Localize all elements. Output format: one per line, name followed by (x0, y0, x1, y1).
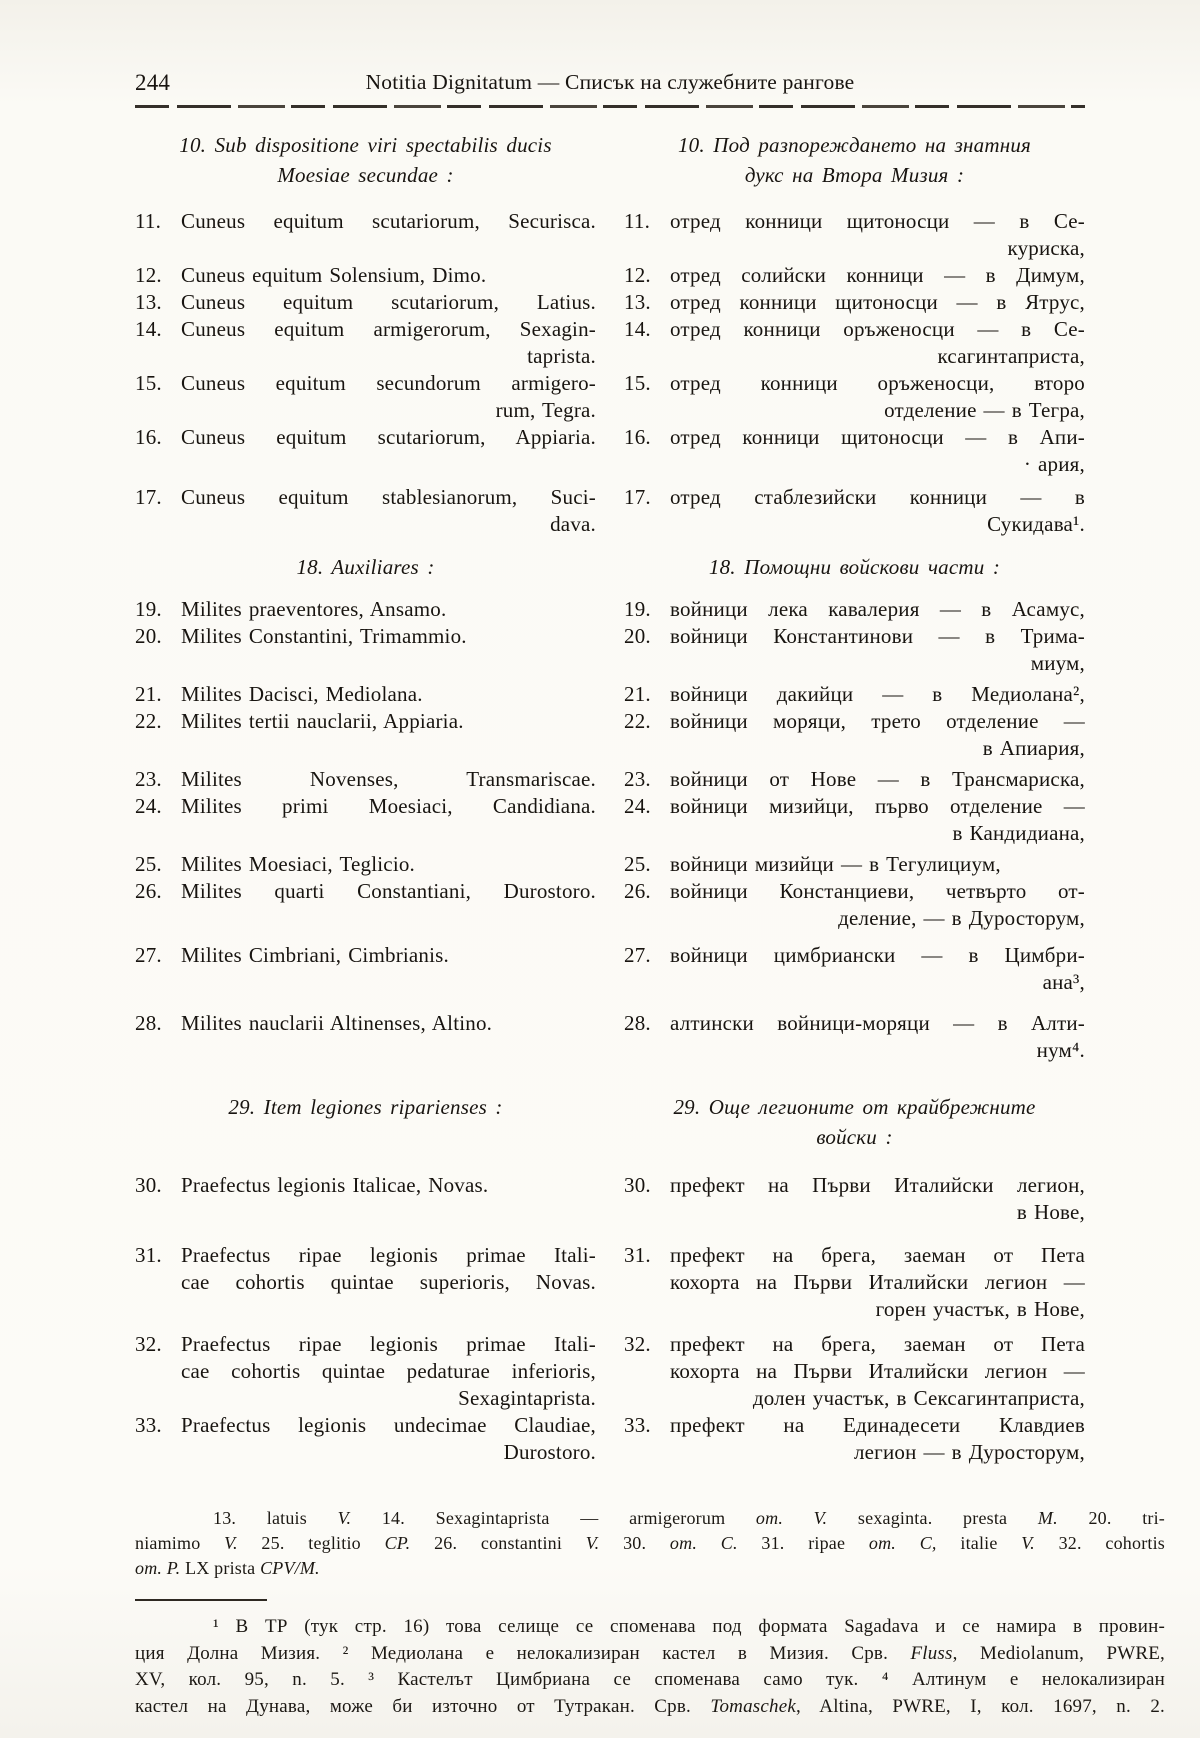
item-row (135, 1331, 1085, 1412)
item-number: 11. (624, 209, 651, 233)
footnote-separator-rule (135, 1599, 267, 1601)
text-line: Praefectus ripae legionis primae Itali- (181, 1243, 596, 1267)
text-line: Cuneus equitum secundorum armigero- (181, 371, 596, 395)
item-number: 20. (135, 624, 162, 648)
text-line: Milites nauclarii Altinenses, Altino. (181, 1011, 493, 1035)
latin-column-cell (135, 851, 596, 878)
item-number: 30. (135, 1173, 162, 1197)
text-segment: 25. teglitio (237, 1533, 385, 1553)
text-segment: 30. (599, 1533, 670, 1553)
item-row (135, 596, 1085, 623)
item-number: 28. (135, 1011, 162, 1035)
latin-column-cell (135, 316, 596, 370)
text-segment: Tomaschek (710, 1695, 796, 1717)
item-number: 21. (135, 682, 162, 706)
text-line: в Нове, (1016, 1200, 1085, 1224)
latin-column-cell (135, 370, 596, 424)
item-number: 21. (624, 682, 651, 706)
item-number: 17. (135, 485, 162, 509)
text-line: Milites primi Moesiaci, Candidiana. (181, 794, 596, 818)
latin-column-cell (135, 1331, 596, 1412)
text-line: Durostoro. (503, 1440, 596, 1464)
text-segment: CP. (384, 1533, 411, 1553)
item-number: 19. (135, 597, 162, 621)
text-line: войски : (816, 1125, 893, 1149)
text-line: ана³, (1042, 970, 1085, 994)
header-rule (135, 105, 1085, 108)
item-number: 24. (135, 794, 162, 818)
item-number: 30. (624, 1173, 651, 1197)
latin-column-cell (135, 793, 596, 847)
item-row (135, 851, 1085, 878)
text-segment: V. (1021, 1533, 1035, 1553)
item-number: 32. (624, 1332, 651, 1356)
text-line: ксагинтаприста, (937, 344, 1085, 368)
bulgarian-column-cell (624, 878, 1085, 932)
item-number: 26. (135, 879, 162, 903)
text-segment: Fluss (910, 1642, 953, 1664)
item-number: 14. (624, 317, 651, 341)
text-line: войници мизийци, първо отделение — (670, 794, 1085, 818)
text-segment: , Mediolanum, PWRE, (952, 1642, 1165, 1664)
text-segment: sexaginta. presta (827, 1508, 1038, 1528)
text-line: Cuneus equitum armigerorum, Sexagin- (181, 317, 596, 341)
text-line: Praefectus ripae legionis primae Itali- (181, 1332, 596, 1356)
item-number: 26. (624, 879, 651, 903)
text-segment: XV, кол. 95, n. 5. ³ Кастелът Цимбриана се споменава само тук. ⁴ Алтинум е нелокализиран (135, 1669, 1165, 1690)
item-row (135, 316, 1085, 370)
text-line: войници Константинови — в Трима- (670, 624, 1085, 648)
item-number: 31. (135, 1243, 162, 1267)
latin-column-cell (135, 766, 596, 793)
text-line: префект на Единадесети Клавдиев (670, 1413, 1085, 1437)
text-segment: LX prista (180, 1558, 261, 1578)
text-line: в Апиария, (982, 736, 1085, 760)
bulgarian-column-cell (624, 766, 1085, 793)
text-segment: om. C. (669, 1533, 738, 1553)
item-number: 27. (135, 943, 162, 967)
text-line: отред конници щитоносци — в Ятрус, (670, 290, 1085, 314)
text-segment: om. P. (135, 1558, 181, 1578)
text-line: 29. Item legiones riparienses : (228, 1095, 503, 1119)
item-number: 15. (624, 371, 651, 395)
text-line: Milites Dacisci, Mediolana. (181, 682, 423, 706)
text-line: 29. Още легионите от крайбрежните (673, 1095, 1036, 1119)
item-number: 24. (624, 794, 651, 818)
item-row (135, 766, 1085, 793)
critical-apparatus (135, 1506, 1165, 1581)
bulgarian-column-cell (624, 1010, 1085, 1064)
text-segment: , Altina, PWRE, I, кол. 1697, n. 2. (795, 1695, 1165, 1717)
text-segment: 20. tri- (1057, 1508, 1166, 1528)
text-line: отред конници щитоносци — в Се- (670, 209, 1085, 233)
latin-column-cell (135, 130, 596, 190)
text-line: Cuneus equitum scutariorum, Latius. (181, 290, 596, 314)
item-row (135, 484, 1085, 538)
text-line: dava. (550, 512, 596, 536)
item-number: 12. (135, 263, 162, 287)
item-row (135, 793, 1085, 847)
text-line: войници Констанциеви, четвърто от- (670, 879, 1085, 903)
text-segment: italie (936, 1533, 1022, 1553)
item-number: 16. (624, 425, 651, 449)
latin-column-cell (135, 942, 596, 996)
text-line: 10. Sub dispositione viri spectabilis ducis (179, 133, 552, 157)
item-row (135, 1412, 1085, 1466)
item-row (135, 708, 1085, 762)
item-number: 19. (624, 597, 651, 621)
latin-column-cell (135, 484, 596, 538)
text-line: Cuneus equitum scutariorum, Securisca. (181, 209, 596, 233)
item-number: 25. (624, 852, 651, 876)
bulgarian-column-cell (624, 316, 1085, 370)
text-line: кохорта на Първи Италийски легион — (670, 1270, 1085, 1294)
latin-column-cell (135, 1412, 596, 1466)
bulgarian-column-cell (624, 552, 1085, 582)
text-line: Milites quarti Constantiani, Durostoro. (181, 879, 596, 903)
text-line: горен участък, в Нове, (875, 1297, 1085, 1321)
text-line: в Кандидиана, (952, 821, 1085, 845)
item-number: 17. (624, 485, 651, 509)
text-line: Sexagintaprista. (458, 1386, 596, 1410)
text-line: префект на брега, заеман от Пета (670, 1243, 1085, 1267)
text-segment: 13. latuis (213, 1508, 338, 1528)
text-line: куриска, (1007, 236, 1085, 260)
text-segment: niamimo (135, 1533, 225, 1553)
latin-column-cell (135, 878, 596, 932)
footnote-line (135, 1667, 1165, 1694)
bulgarian-column-cell (624, 1242, 1085, 1323)
text-segment: M. (1037, 1508, 1058, 1528)
text-line: Milites praeventores, Ansamo. (181, 597, 447, 621)
item-row (135, 878, 1085, 932)
text-line: миум, (1030, 651, 1085, 675)
bulgarian-column-cell (624, 623, 1085, 677)
text-segment: om. V. (755, 1508, 828, 1528)
footnotes-block (135, 1614, 1165, 1720)
text-segment: ция Долна Мизия. ² Медиолана е нелокализиран кастел в Мизия. Срв. (135, 1642, 911, 1664)
text-segment: om. C, (868, 1533, 937, 1553)
bulgarian-column-cell (624, 289, 1085, 316)
text-line: taprista. (527, 344, 596, 368)
bulgarian-column-cell (624, 1331, 1085, 1412)
text-line: кохорта на Първи Италийски легион — (670, 1359, 1085, 1383)
item-number: 32. (135, 1332, 162, 1356)
item-number: 20. (624, 624, 651, 648)
text-segment: CPV/M. (260, 1558, 320, 1578)
text-line: cae cohortis quintae pedaturae inferioris, (181, 1359, 596, 1383)
latin-column-cell (135, 681, 596, 708)
footnote-line (135, 1694, 1165, 1721)
item-row (135, 942, 1085, 996)
text-line: отред стаблезийски конници — в (670, 485, 1085, 509)
bulgarian-column-cell (624, 1092, 1085, 1152)
text-line: 18. Auxiliares : (296, 555, 435, 579)
text-line: Cuneus equitum stablesianorum, Suci- (181, 485, 596, 509)
item-row (135, 289, 1085, 316)
text-line: долен участък, в Сексагинтаприста, (752, 1386, 1085, 1410)
item-row (135, 623, 1085, 677)
bulgarian-column-cell (624, 130, 1085, 190)
text-line: деление, — в Дуросторум, (838, 906, 1085, 930)
text-line: префект на Първи Италийски легион, (670, 1173, 1085, 1197)
item-number: 31. (624, 1243, 651, 1267)
text-segment: V. (585, 1533, 600, 1553)
heading-row (135, 1092, 1085, 1152)
text-line: Praefectus legionis Italicae, Novas. (181, 1173, 489, 1197)
text-line: отред конници оръженосци, второ (670, 371, 1085, 395)
latin-column-cell (135, 1010, 596, 1064)
text-line: Milites Novenses, Transmariscae. (181, 767, 596, 791)
heading-row (135, 552, 1085, 582)
latin-column-cell (135, 552, 596, 582)
footnote-line (135, 1641, 1165, 1668)
latin-column-cell (135, 208, 596, 262)
item-row (135, 1172, 1085, 1226)
item-number: 15. (135, 371, 162, 395)
text-line: Сукидава¹. (987, 512, 1085, 536)
item-number: 12. (624, 263, 651, 287)
text-line: Moesiae secundae : (277, 163, 454, 187)
text-line: войници цимбриански — в Цимбри- (670, 943, 1085, 967)
item-number: 33. (135, 1413, 162, 1437)
two-column-text-area (135, 130, 1085, 1466)
item-number: 22. (135, 709, 162, 733)
item-number: 28. (624, 1011, 651, 1035)
item-number: 23. (135, 767, 162, 791)
bulgarian-column-cell (624, 851, 1085, 878)
bulgarian-column-cell (624, 1412, 1085, 1466)
apparatus-line (135, 1506, 1165, 1531)
bulgarian-column-cell (624, 262, 1085, 289)
text-line: дукс на Втора Мизия : (744, 163, 965, 187)
bulgarian-column-cell (624, 208, 1085, 262)
text-segment: ¹ В ТР (тук стр. 16) това селище се споменава под формата Sagadava и се намира в провин- (213, 1616, 1165, 1637)
latin-column-cell (135, 424, 596, 478)
item-number: 13. (135, 290, 162, 314)
text-segment: кастел на Дунава, може би източно от Тутракан. Срв. (135, 1695, 711, 1717)
text-line: · ария, (1023, 452, 1085, 476)
apparatus-line (135, 1531, 1165, 1556)
text-segment: 32. cohortis (1034, 1533, 1165, 1553)
bulgarian-column-cell (624, 370, 1085, 424)
running-title: Notitia Dignitatum — Списък на служебните рангове (365, 70, 855, 94)
text-line: Milites Cimbriani, Cimbrianis. (181, 943, 449, 967)
latin-column-cell (135, 596, 596, 623)
bulgarian-column-cell (624, 708, 1085, 762)
item-number: 22. (624, 709, 651, 733)
text-line: 18. Помощни войскови части : (708, 555, 1001, 579)
text-segment: 26. constantini (410, 1533, 586, 1553)
item-number: 13. (624, 290, 651, 314)
bulgarian-column-cell (624, 942, 1085, 996)
text-line: 10. Под разпореждането на знатния (677, 133, 1031, 157)
text-line: нум⁴. (1036, 1038, 1085, 1062)
item-row (135, 262, 1085, 289)
item-row (135, 1242, 1085, 1323)
bulgarian-column-cell (624, 596, 1085, 623)
text-line: Cuneus equitum Solensium, Dimo. (181, 263, 487, 287)
bulgarian-column-cell (624, 681, 1085, 708)
item-number: 14. (135, 317, 162, 341)
bulgarian-column-cell (624, 793, 1085, 847)
page-header (135, 70, 1085, 96)
latin-column-cell (135, 623, 596, 677)
text-segment: V. (224, 1533, 238, 1553)
latin-column-cell (135, 289, 596, 316)
text-line: Cuneus equitum scutariorum, Appiaria. (181, 425, 596, 449)
text-segment: V. (337, 1508, 352, 1528)
text-segment: 31. ripae (737, 1533, 869, 1553)
latin-column-cell (135, 1172, 596, 1226)
heading-row (135, 130, 1085, 190)
text-line: префект на брега, заеман от Пета (670, 1332, 1085, 1356)
text-line: войници моряци, трето отделение — (670, 709, 1085, 733)
item-number: 23. (624, 767, 651, 791)
bulgarian-column-cell (624, 424, 1085, 478)
text-line: войници от Нове — в Трансмариска, (670, 767, 1085, 791)
footnote-line (135, 1614, 1165, 1641)
latin-column-cell (135, 1092, 596, 1152)
text-line: алтински войници-моряци — в Алти- (670, 1011, 1085, 1035)
latin-column-cell (135, 262, 596, 289)
text-line: отред солийски конници — в Димум, (670, 263, 1085, 287)
text-line: отред конници щитоносци — в Апи- (670, 425, 1085, 449)
text-line: Praefectus legionis undecimae Claudiae, (181, 1413, 596, 1437)
text-segment: 14. Sexagintaprista — armigerorum (351, 1508, 756, 1528)
item-row (135, 681, 1085, 708)
bulgarian-column-cell (624, 484, 1085, 538)
text-line: rum, Tegra. (495, 398, 596, 422)
text-line: Milites tertii nauclarii, Appiaria. (181, 709, 464, 733)
text-line: легион — в Дуросторум, (853, 1440, 1085, 1464)
text-line: cae cohortis quintae superioris, Novas. (181, 1270, 596, 1294)
latin-column-cell (135, 708, 596, 762)
item-number: 33. (624, 1413, 651, 1437)
item-number: 16. (135, 425, 162, 449)
bulgarian-column-cell (624, 1172, 1085, 1226)
page-number: 244 (135, 70, 171, 95)
text-line: войници мизийци — в Тегулициум, (670, 852, 1001, 876)
apparatus-line (135, 1556, 1165, 1581)
text-line: войници лека кавалерия — в Асамус, (670, 597, 1085, 621)
text-line: войници дакийци — в Медиолана², (670, 682, 1085, 706)
item-row (135, 370, 1085, 424)
item-row (135, 1010, 1085, 1064)
text-line: отделение — в Тегра, (884, 398, 1085, 422)
item-number: 11. (135, 209, 162, 233)
text-line: Milites Constantini, Trimammio. (181, 624, 467, 648)
text-line: отред конници оръженосци — в Се- (670, 317, 1085, 341)
item-number: 27. (624, 943, 651, 967)
latin-column-cell (135, 1242, 596, 1323)
item-row (135, 424, 1085, 478)
item-number: 25. (135, 852, 162, 876)
item-row (135, 208, 1085, 262)
text-line: Milites Moesiaci, Teglicio. (181, 852, 416, 876)
